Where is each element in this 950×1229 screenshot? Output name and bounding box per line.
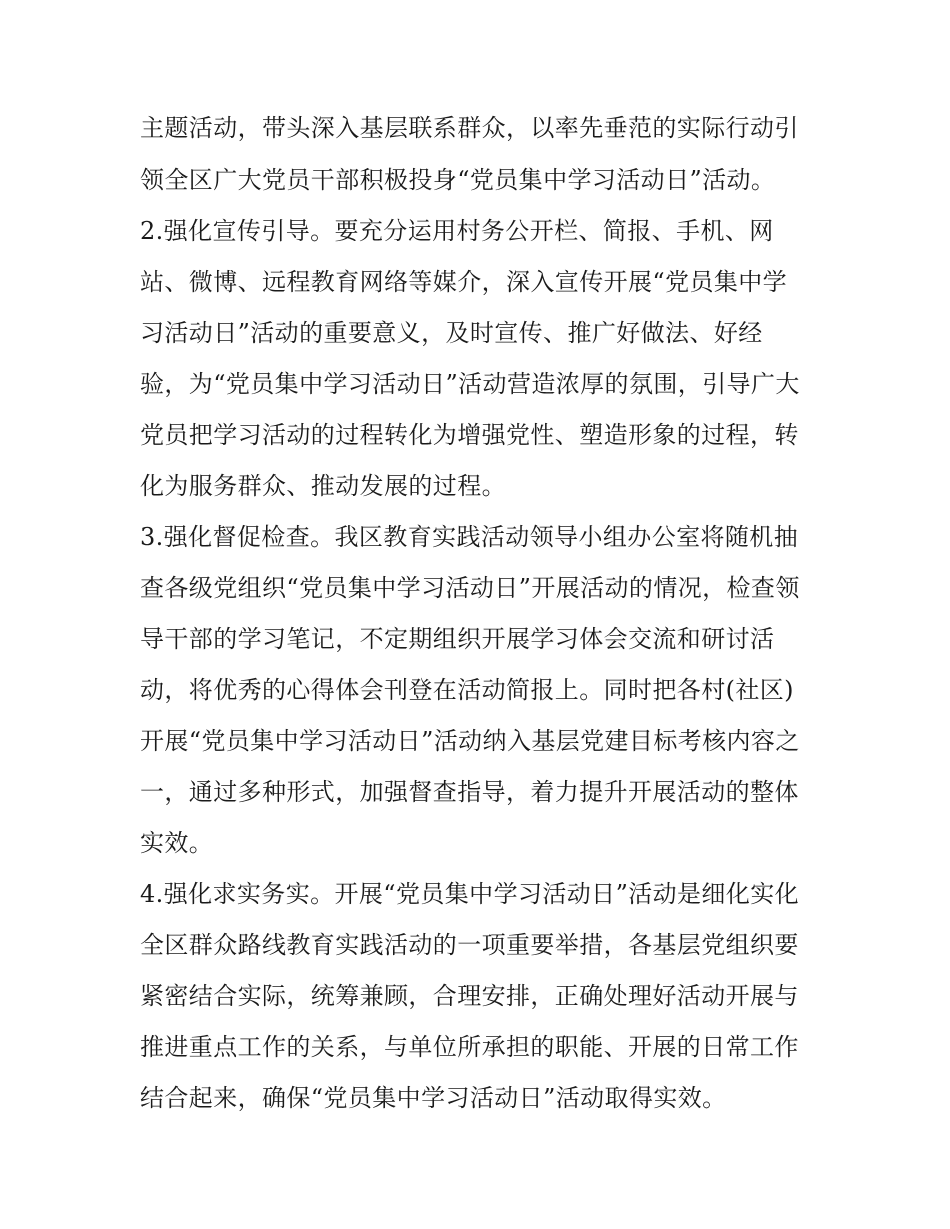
text-line: 实效。 — [140, 829, 214, 857]
text-line: 紧密结合实际，统筹兼顾，合理安排，正确处理好活动开展与 — [140, 982, 799, 1010]
text-line: 开展“党员集中学习活动日”活动纳入基层党建目标考核内容之 — [140, 727, 800, 755]
text-line: 3.强化督促检查。我区教育实践活动领导小组办公室将随机抽 — [140, 523, 799, 551]
text-line: 一，通过多种形式，加强督查指导，着力提升开展活动的整体 — [140, 778, 799, 806]
text-line: 结合起来，确保“党员集中学习活动日”活动取得实效。 — [140, 1084, 727, 1112]
text-line: 化为服务群众、推动发展的过程。 — [140, 472, 506, 500]
text-line: 主题活动，带头深入基层联系群众，以率先垂范的实际行动引 — [140, 114, 799, 142]
text-line: 领全区广大党员干部积极投身“党员集中学习活动日”活动。 — [140, 166, 776, 194]
text-line: 站、微博、远程教育网络等媒介，深入宣传开展“党员集中学 — [140, 268, 788, 296]
text-line: 2.强化宣传引导。要充分运用村务公开栏、简报、手机、网 — [140, 217, 774, 245]
text-line: 查各级党组织“党员集中学习活动日”开展活动的情况，检查领 — [140, 574, 800, 602]
text-line: 验，为“党员集中学习活动日”活动营造浓厚的氛围，引导广大 — [140, 370, 800, 398]
text-line: 4.强化求实务实。开展“党员集中学习活动日”活动是细化实化 — [140, 880, 800, 908]
text-line: 党员把学习活动的过程转化为增强党性、塑造形象的过程，转 — [140, 421, 799, 449]
text-line: 导干部的学习笔记，不定期组织开展学习体会交流和研讨活 — [140, 625, 775, 653]
text-line: 全区群众路线教育实践活动的一项重要举措，各基层党组织要 — [140, 931, 799, 959]
text-line: 推进重点工作的关系，与单位所承担的职能、开展的日常工作 — [140, 1033, 799, 1061]
text-line: 动，将优秀的心得体会刊登在活动简报上。同时把各村(社区) — [140, 676, 794, 704]
text-line: 习活动日”活动的重要意义，及时宣传、推广好做法、好经 — [140, 319, 763, 347]
